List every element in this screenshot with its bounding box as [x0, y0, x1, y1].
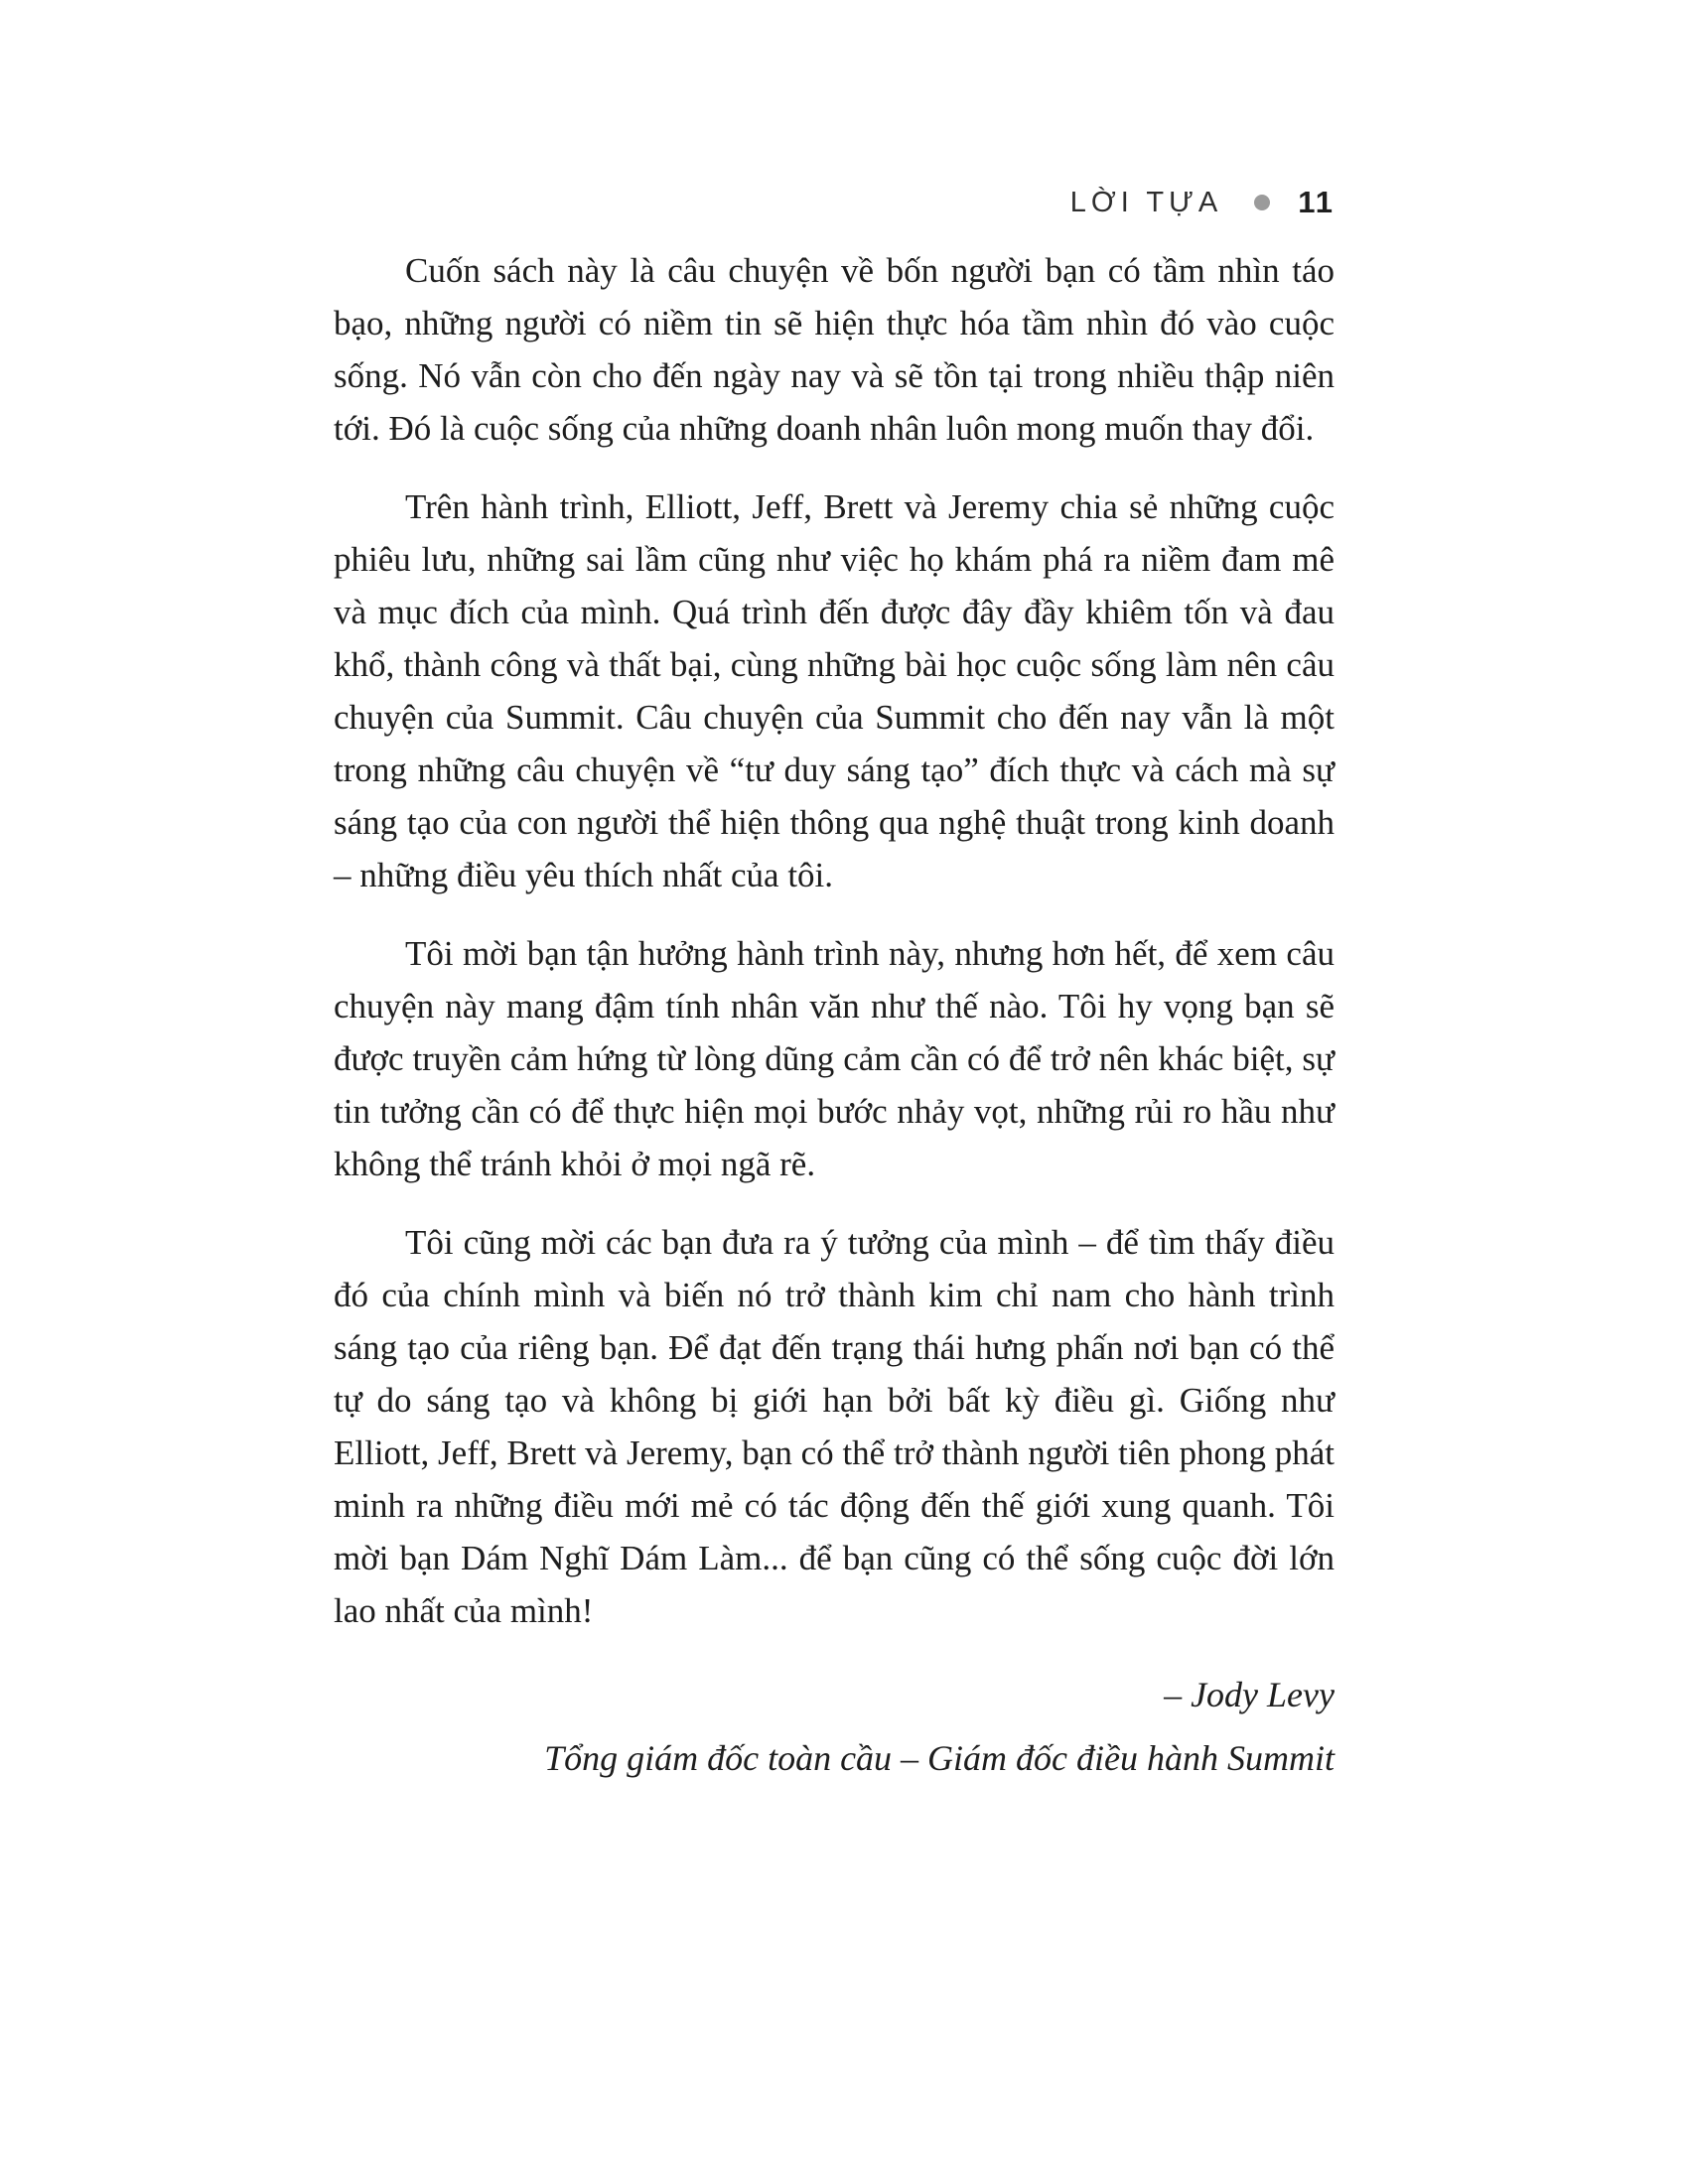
paragraph: Trên hành trình, Elliott, Jeff, Brett và Jeremy chia sẻ những cuộc phiêu lưu, những sai lầm cũng như việc họ khám phá ra niềm đam mê và mục đích của mình. Quá trình đến được đây đầy khiêm tốn và đau khổ, thành công và thất bại, cùng những bài học cuộc sống làm nên câu chuyện của Summit. Câu chuyện của Summit cho đến nay vẫn là một trong những câu chuyện về “tư duy sáng tạo” đích thực và cách mà sự sáng tạo của con người thể hiện thông qua nghệ thuật trong kinh doanh – những điều yêu thích nhất của tôi. — [334, 487, 1335, 894]
running-header — [334, 185, 1335, 220]
chapter-title: LỜI TỰA — [1069, 186, 1223, 218]
paragraph: Cuốn sách này là câu chuyện về bốn người bạn có tầm nhìn táo bạo, những người có niềm tin sẽ hiện thực hóa tầm nhìn đó vào cuộc sống. Nó vẫn còn cho đến ngày nay và sẽ tồn tại trong nhiều thập niên tới. Đó là cuộc sống của những doanh nhân luôn mong muốn thay đổi. — [334, 251, 1335, 448]
signature-author: – Jody Levy — [1164, 1675, 1335, 1714]
paragraph: Tôi mời bạn tận hưởng hành trình này, nhưng hơn hết, để xem câu chuyện này mang đậm tính nhân văn như thế nào. Tôi hy vọng bạn sẽ được truyền cảm hứng từ lòng dũng cảm cần có để trở nên khác biệt, sự tin tưởng cần có để thực hiện mọi bước nhảy vọt, những rủi ro hầu như không thể tránh khỏi ở mọi ngã rẽ. — [334, 934, 1335, 1183]
signature-block — [334, 1663, 1335, 1790]
preface-text-block — [334, 244, 1335, 1790]
paragraph: Tôi cũng mời các bạn đưa ra ý tưởng của mình – để tìm thấy điều đó của chính mình và biến nó trở thành kim chỉ nam cho hành trình sáng tạo của riêng bạn. Để đạt đến trạng thái hưng phấn nơi bạn có thể tự do sáng tạo và không bị giới hạn bởi bất kỳ điều gì. Giống như Elliott, Jeff, Brett và Jeremy, bạn có thể trở thành người tiên phong phát minh ra những điều mới mẻ có tác động đến thế giới xung quanh. Tôi mời bạn Dám Nghĩ Dám Làm... để bạn cũng có thể sống cuộc đời lớn lao nhất của mình! — [334, 1223, 1335, 1630]
page-number: 11 — [1298, 185, 1335, 219]
bullet-separator-icon — [1254, 195, 1270, 210]
signature-title: Tổng giám đốc toàn cầu – Giám đốc điều hành Summit — [544, 1738, 1335, 1778]
